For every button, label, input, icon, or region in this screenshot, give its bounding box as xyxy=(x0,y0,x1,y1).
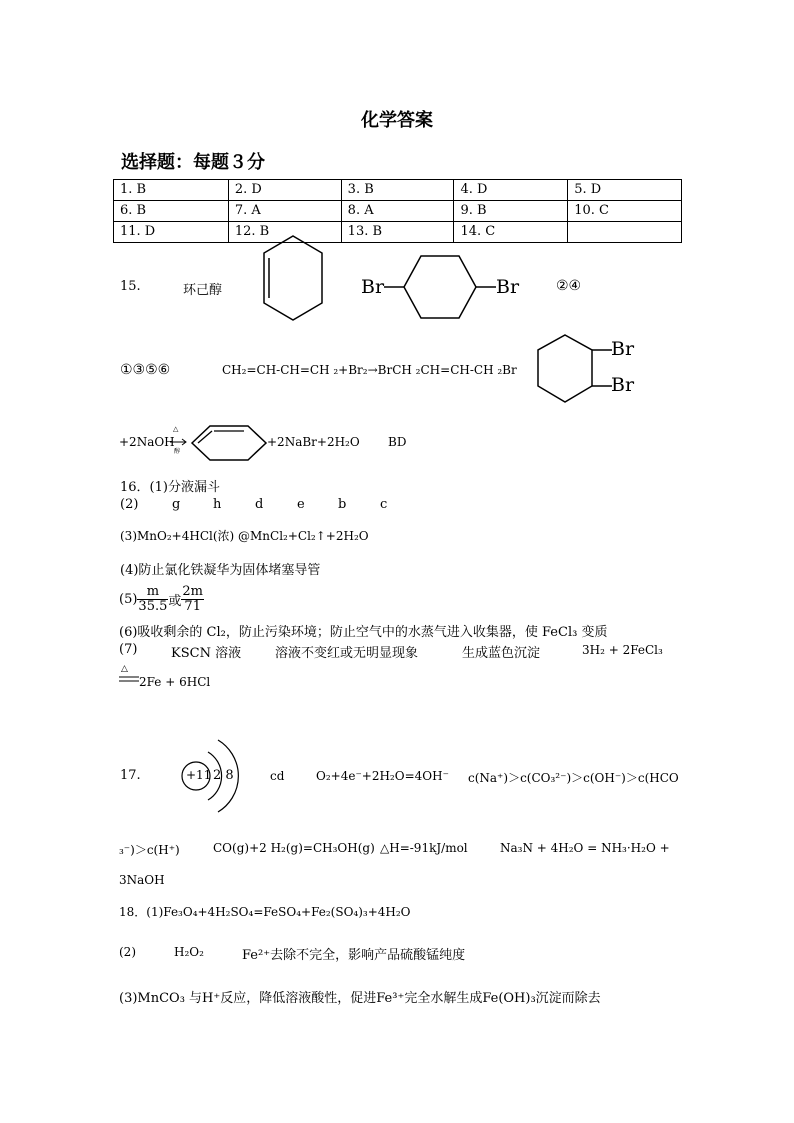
table-cell: 7. A xyxy=(228,201,341,222)
table-cell: 6. B xyxy=(114,201,229,222)
choice-answer-table xyxy=(113,179,682,243)
q16-item: c xyxy=(380,497,388,512)
reaction-arrow xyxy=(170,438,188,446)
q16-line-4: (4)防止氯化铁凝华为固体堵塞导管 xyxy=(120,563,321,578)
q17-line-3: 3NaOH xyxy=(119,873,165,887)
q15-name: 环己醇 xyxy=(183,283,223,298)
q17-nucleus-charge: +11 xyxy=(186,768,212,782)
table-row xyxy=(114,201,682,222)
q16-line-2-label: (2) xyxy=(120,497,139,512)
table-cell xyxy=(568,222,682,243)
fraction-m-over-35-5 xyxy=(137,585,168,614)
q15-arrow-condition-top: △ xyxy=(173,425,179,433)
q17-ion-concentration-order: c(Na⁺)＞c(CO₃²⁻)＞c(OH⁻)＞c(HCO xyxy=(468,771,679,785)
fraction-numerator: 2m xyxy=(182,583,203,599)
table-cell: 8. A xyxy=(341,201,454,222)
q18-line-3: (3)MnCO₃ 与H⁺反应，降低溶液酸性，促进Fe³⁺完全水解生成Fe(OH)₃沉淀而除去 xyxy=(119,991,601,1006)
q16-item: b xyxy=(338,497,347,512)
q16-line-1: 16．(1)分液漏斗 xyxy=(120,480,220,495)
q15-number: 15. xyxy=(120,279,141,294)
q16-line-5-label: (5) xyxy=(119,591,138,607)
table-row xyxy=(114,180,682,201)
table-cell: 14. C xyxy=(454,222,568,243)
q16-line-7-phenomenon: 溶液不变红或无明显现象 xyxy=(275,646,419,661)
cyclohexadiene-structure xyxy=(190,424,268,462)
q16-line-7-reagent: KSCN 溶液 xyxy=(171,646,242,661)
q15-equation-1: CH₂=CH-CH=CH ₂+Br₂→BrCH ₂CH=CH-CH ₂Br xyxy=(222,363,517,377)
page-title: 化学答案 xyxy=(361,110,433,131)
dibromocyclohexane-ortho-structure xyxy=(532,332,612,408)
table-cell: 1. B xyxy=(114,180,229,201)
q15-br-right: Br xyxy=(496,276,520,298)
q16-line-7-result: 生成蓝色沉淀 xyxy=(462,646,541,661)
q17-electron-shells: 2 8 xyxy=(213,768,234,783)
table-cell: 13. B xyxy=(341,222,454,243)
q18-line-2-oxidant: H₂O₂ xyxy=(174,945,204,959)
q16-item: h xyxy=(213,497,222,512)
q15-answer-b: ①③⑤⑥ xyxy=(120,362,171,378)
q16-line-5 xyxy=(119,582,204,616)
q18-line-1: 18．(1)Fe₃O₄+4H₂SO₄=FeSO₄+Fe₂(SO₄)₃+4H₂O xyxy=(119,905,411,919)
table-cell: 11. D xyxy=(114,222,229,243)
q16-line-7-equation: 3H₂ + 2FeCl₃ xyxy=(582,643,663,657)
cyclohexene-structure xyxy=(258,232,328,324)
q17-number: 17. xyxy=(120,768,141,783)
table-cell: 3. B xyxy=(341,180,454,201)
q17-enthalpy: △H=-91kJ/mol xyxy=(380,841,468,855)
fraction-denominator: 71 xyxy=(184,598,201,614)
q16-line-8: 2Fe + 6HCl xyxy=(139,675,211,689)
q15-br-top: Br xyxy=(611,338,635,360)
section-title: 选择题：每题３分 xyxy=(121,152,265,173)
q16-line-3: (3)MnO₂+4HCl(浓) @MnCl₂+Cl₂↑+2H₂O xyxy=(120,529,369,543)
fraction-numerator: m xyxy=(137,585,168,600)
q16-item: g xyxy=(172,497,181,512)
q16-item: d xyxy=(255,497,264,512)
table-cell: 5. D xyxy=(568,180,682,201)
q16-line-5-or: 或 xyxy=(168,593,182,609)
q16-item: e xyxy=(297,497,305,512)
q16-line-7-label: (7) xyxy=(119,642,138,657)
q17-answer-cd: cd xyxy=(270,769,285,783)
dibromocyclohexane-structure xyxy=(384,252,496,322)
q15-br-bottom: Br xyxy=(611,374,635,396)
q16-line-6: (6)吸收剩余的 Cl₂，防止污染环境；防止空气中的水蒸气进入收集器，使 FeCl₃ 变质 xyxy=(119,625,608,640)
q18-line-2-reason: Fe²⁺去除不完全，影响产品硫酸锰纯度 xyxy=(242,948,466,963)
q15-arrow-condition-bottom: 醇 xyxy=(174,448,181,455)
q17-oxygen-equation: O₂+4e⁻+2H₂O=4OH⁻ xyxy=(316,769,449,783)
q15-equation-2-right: +2NaBr+2H₂O xyxy=(267,435,360,449)
fraction-denominator: 35.5 xyxy=(138,598,168,614)
table-cell: 10. C xyxy=(568,201,682,222)
q17-line-2-start: ₃⁻)＞c(H⁺) xyxy=(119,843,180,857)
q15-br-left: Br xyxy=(361,276,385,298)
table-cell: 12. B xyxy=(228,222,341,243)
q17-na3n-equation: Na₃N + 4H₂O = NH₃·H₂O + xyxy=(500,841,670,855)
q15-answer-c: BD xyxy=(388,435,407,449)
table-row xyxy=(114,222,682,243)
q17-methanol-equation: CO(g)+2 H₂(g)=CH₃OH(g) xyxy=(213,841,375,855)
double-equals-sign xyxy=(119,676,139,682)
table-cell: 9. B xyxy=(454,201,568,222)
table-cell: 4. D xyxy=(454,180,568,201)
q15-equation-2-left: +2NaOH xyxy=(119,435,175,449)
q15-answer-a: ②④ xyxy=(556,278,582,294)
q18-line-2-label: (2) xyxy=(119,945,136,959)
fraction-2m-over-71 xyxy=(181,585,204,614)
table-cell: 2. D xyxy=(228,180,341,201)
q16-heat-symbol: △ xyxy=(121,664,128,674)
